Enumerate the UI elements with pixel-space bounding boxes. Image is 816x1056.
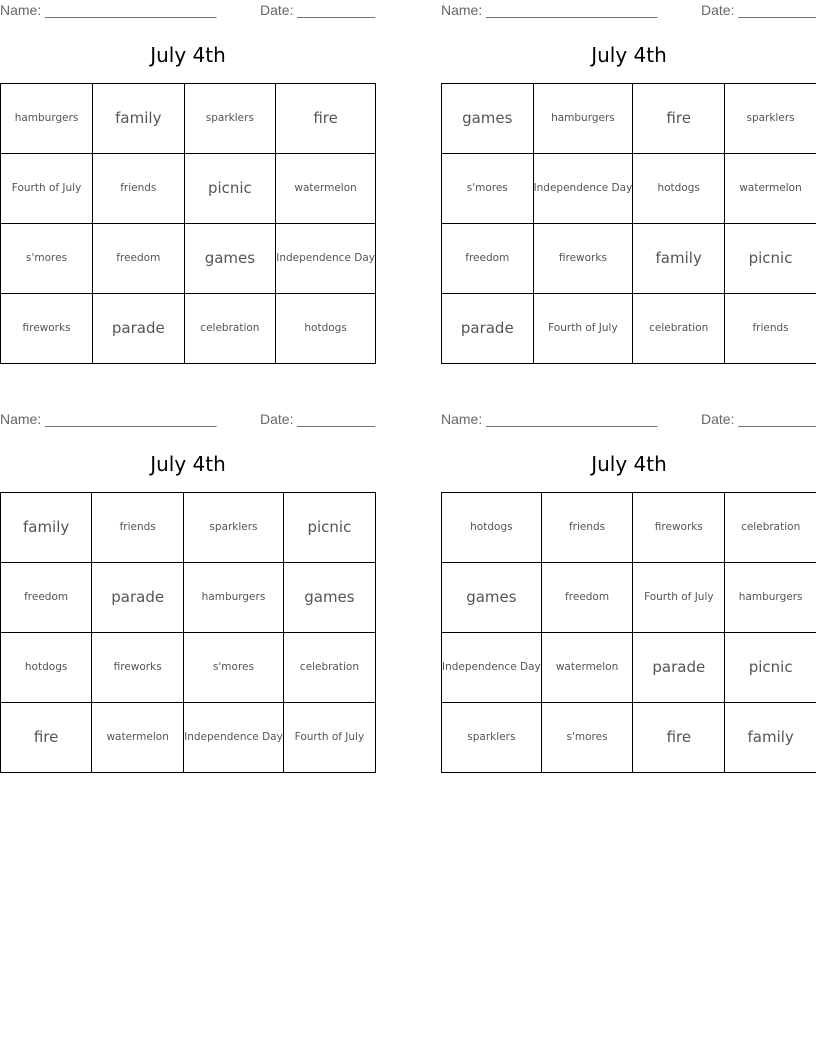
grid-row bbox=[442, 493, 816, 563]
grid-cell: sparklers bbox=[184, 84, 276, 154]
grid-cell: watermelon bbox=[725, 154, 816, 224]
card-header bbox=[0, 409, 376, 431]
grid-row bbox=[1, 224, 376, 294]
grid-row bbox=[1, 294, 376, 364]
grid-cell: fireworks bbox=[92, 633, 184, 703]
grid-row bbox=[442, 84, 816, 154]
grid-cell: freedom bbox=[541, 563, 633, 633]
bingo-card-1 bbox=[0, 0, 376, 337]
grid-cell: friends bbox=[92, 493, 184, 563]
grid-cell: fire bbox=[633, 84, 725, 154]
grid-cell: hamburgers bbox=[184, 563, 284, 633]
grid-cell: family bbox=[725, 703, 816, 773]
grid-cell: fireworks bbox=[533, 224, 633, 294]
grid-cell: games bbox=[442, 563, 542, 633]
grid-cell: hotdogs bbox=[633, 154, 725, 224]
grid-cell: Fourth of July bbox=[283, 703, 375, 773]
date-field-label: Date: __________ bbox=[701, 411, 816, 427]
card-header bbox=[441, 409, 816, 431]
date-field-label: Date: __________ bbox=[260, 411, 376, 427]
card-title: July 4th bbox=[150, 43, 226, 67]
grid-cell: fire bbox=[633, 703, 725, 773]
grid-cell: sparklers bbox=[725, 84, 816, 154]
grid-cell: freedom bbox=[442, 224, 534, 294]
grid-cell: hamburgers bbox=[533, 84, 633, 154]
grid-cell: sparklers bbox=[442, 703, 542, 773]
grid-cell: s'mores bbox=[541, 703, 633, 773]
grid-row bbox=[1, 154, 376, 224]
grid-cell: fireworks bbox=[1, 294, 93, 364]
grid-row bbox=[442, 703, 816, 773]
name-field-label: Name: ______________________ bbox=[441, 411, 658, 427]
grid-cell: s'mores bbox=[442, 154, 534, 224]
bingo-grid bbox=[0, 492, 376, 773]
grid-row bbox=[442, 563, 816, 633]
grid-cell: parade bbox=[93, 294, 184, 364]
bingo-grid bbox=[0, 83, 376, 364]
grid-cell: hamburgers bbox=[1, 84, 93, 154]
card-title: July 4th bbox=[591, 452, 667, 476]
grid-cell: freedom bbox=[1, 563, 92, 633]
grid-row bbox=[1, 563, 376, 633]
grid-row bbox=[442, 294, 816, 364]
grid-cell: friends bbox=[541, 493, 633, 563]
date-field-label: Date: __________ bbox=[701, 2, 816, 18]
grid-cell: sparklers bbox=[184, 493, 284, 563]
grid-cell: family bbox=[1, 493, 92, 563]
grid-row bbox=[1, 493, 376, 563]
card-title: July 4th bbox=[591, 43, 667, 67]
grid-cell: family bbox=[93, 84, 184, 154]
grid-cell: celebration bbox=[633, 294, 725, 364]
name-field-label: Name: ______________________ bbox=[0, 411, 217, 427]
grid-cell: Fourth of July bbox=[1, 154, 93, 224]
grid-cell: parade bbox=[92, 563, 184, 633]
grid-cell: games bbox=[184, 224, 276, 294]
grid-cell: celebration bbox=[283, 633, 375, 703]
grid-cell: friends bbox=[93, 154, 184, 224]
grid-cell: hotdogs bbox=[1, 633, 92, 703]
grid-cell: watermelon bbox=[541, 633, 633, 703]
grid-cell: fire bbox=[276, 84, 376, 154]
bingo-card-3 bbox=[0, 409, 376, 746]
grid-cell: friends bbox=[725, 294, 816, 364]
grid-cell: Independence Day bbox=[276, 224, 376, 294]
grid-cell: picnic bbox=[725, 633, 816, 703]
grid-cell: parade bbox=[633, 633, 725, 703]
bingo-card-4 bbox=[441, 409, 816, 746]
grid-cell: Fourth of July bbox=[633, 563, 725, 633]
bingo-card-2 bbox=[441, 0, 816, 337]
grid-cell: hotdogs bbox=[442, 493, 542, 563]
date-field-label: Date: __________ bbox=[260, 2, 376, 18]
grid-cell: Independence Day bbox=[442, 633, 542, 703]
grid-cell: picnic bbox=[283, 493, 375, 563]
grid-row bbox=[1, 84, 376, 154]
grid-cell: fireworks bbox=[633, 493, 725, 563]
grid-cell: hamburgers bbox=[725, 563, 816, 633]
grid-cell: hotdogs bbox=[276, 294, 376, 364]
grid-row bbox=[1, 703, 376, 773]
grid-row bbox=[442, 154, 816, 224]
grid-cell: s'mores bbox=[184, 633, 284, 703]
grid-row bbox=[1, 633, 376, 703]
grid-cell: Fourth of July bbox=[533, 294, 633, 364]
grid-cell: watermelon bbox=[92, 703, 184, 773]
name-field-label: Name: ______________________ bbox=[441, 2, 658, 18]
grid-cell: freedom bbox=[93, 224, 184, 294]
grid-cell: fire bbox=[1, 703, 92, 773]
grid-cell: Independence Day bbox=[184, 703, 284, 773]
name-field-label: Name: ______________________ bbox=[0, 2, 217, 18]
grid-cell: celebration bbox=[184, 294, 276, 364]
bingo-grid bbox=[441, 492, 816, 773]
grid-row bbox=[442, 224, 816, 294]
grid-cell: Independence Day bbox=[533, 154, 633, 224]
grid-cell: picnic bbox=[184, 154, 276, 224]
grid-cell: s'mores bbox=[1, 224, 93, 294]
grid-cell: games bbox=[283, 563, 375, 633]
bingo-grid bbox=[441, 83, 816, 364]
card-header bbox=[0, 0, 376, 22]
grid-cell: celebration bbox=[725, 493, 816, 563]
grid-row bbox=[442, 633, 816, 703]
grid-cell: parade bbox=[442, 294, 534, 364]
grid-cell: picnic bbox=[725, 224, 816, 294]
card-title: July 4th bbox=[150, 452, 226, 476]
grid-cell: games bbox=[442, 84, 534, 154]
card-header bbox=[441, 0, 816, 22]
grid-cell: watermelon bbox=[276, 154, 376, 224]
grid-cell: family bbox=[633, 224, 725, 294]
